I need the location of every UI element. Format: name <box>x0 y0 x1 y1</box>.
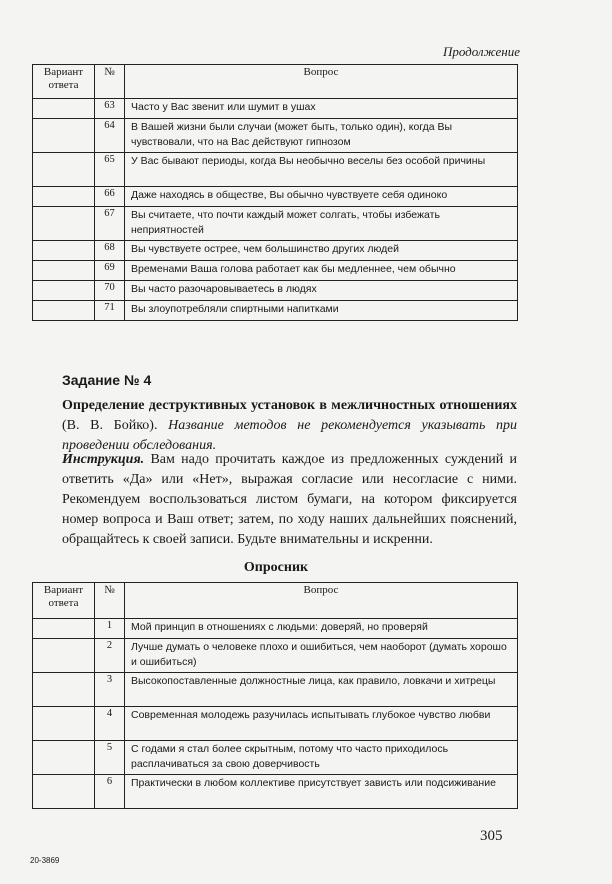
column-header-question: Вопрос <box>125 583 518 619</box>
page-number: 305 <box>480 828 503 844</box>
answer-cell <box>33 281 95 301</box>
answer-cell <box>33 741 95 775</box>
table-row <box>33 187 518 207</box>
question-number: 68 <box>95 241 125 261</box>
table-row <box>33 707 518 741</box>
question-number: 70 <box>95 281 125 301</box>
answer-cell <box>33 301 95 321</box>
question-text: Вы часто разочаровываетесь в людях <box>125 281 518 301</box>
table-row <box>33 281 518 301</box>
question-text: Вы считаете, что почти каждый может солгать, чтобы избежать неприятностей <box>125 207 518 241</box>
method-note: Название методов не рекомендуется указывать при проведении обследования. <box>62 418 517 453</box>
question-number: 65 <box>95 153 125 187</box>
question-text: Даже находясь в обществе, Вы обычно чувствуете себя одиноко <box>125 187 518 207</box>
questionnaire-title: Опросник <box>243 560 309 575</box>
answer-cell <box>33 619 95 639</box>
table-row <box>33 207 518 241</box>
table-row <box>33 99 518 119</box>
instruction-paragraph <box>62 450 517 550</box>
question-number: 6 <box>95 775 125 809</box>
table-row <box>33 619 518 639</box>
question-text: У Вас бывают периоды, когда Вы необычно веселы без особой причины <box>125 153 518 187</box>
table-row <box>33 153 518 187</box>
column-header-question: Вопрос <box>125 65 518 99</box>
answer-cell <box>33 775 95 809</box>
print-code: 20-3869 <box>30 856 60 865</box>
question-number: 4 <box>95 707 125 741</box>
table-row <box>33 775 518 809</box>
question-text: Мой принцип в отношениях с людьми: доверяй, но проверяй <box>125 619 518 639</box>
answer-cell <box>33 241 95 261</box>
question-text: Вы чувствуете острее, чем большинство других людей <box>125 241 518 261</box>
question-text: Высокопоставленные должностные лица, как правило, ловкачи и хитрецы <box>125 673 518 707</box>
column-header-number: № <box>95 583 125 619</box>
column-header-number: № <box>95 65 125 99</box>
questionnaire-table-continued <box>32 64 518 321</box>
answer-cell <box>33 99 95 119</box>
question-number: 5 <box>95 741 125 775</box>
question-number: 71 <box>95 301 125 321</box>
column-header-answer: Вариант ответа <box>33 65 95 99</box>
answer-cell <box>33 639 95 673</box>
question-number: 66 <box>95 187 125 207</box>
table-row <box>33 673 518 707</box>
questionnaire-table <box>32 582 518 809</box>
question-text: Временами Ваша голова работает как бы медленнее, чем обычно <box>125 261 518 281</box>
answer-cell <box>33 153 95 187</box>
question-number: 69 <box>95 261 125 281</box>
question-text: С годами я стал более скрытным, потому что часто приходилось расплачиваться за свою доверчивость <box>125 741 518 775</box>
answer-cell <box>33 187 95 207</box>
instruction-label: Инструкция. <box>62 452 145 467</box>
question-number: 3 <box>95 673 125 707</box>
question-number: 1 <box>95 619 125 639</box>
question-number: 67 <box>95 207 125 241</box>
question-text: Современная молодежь разучилась испытывать глубокое чувство любви <box>125 707 518 741</box>
question-text: Лучше думать о человеке плохо и ошибиться, чем наоборот (думать хорошо и ошибиться) <box>125 639 518 673</box>
column-header-answer: Вариант ответа <box>33 583 95 619</box>
question-text: Вы злоупотребляли спиртными напитками <box>125 301 518 321</box>
instruction-text: Вам надо прочитать каждое из предложенных суждений и ответить «Да» или «Нет», выражая согласие или несогласие с ними. Рекомендуем воспользоваться листом бумаги, на котором фиксируется номер вопроса и Ваш ответ; затем, по ходу наших дальнейших пояснений, обращайтесь к своей записи. Будьте внимательны и искренни. <box>62 452 517 547</box>
question-text: Часто у Вас звенит или шумит в ушах <box>125 99 518 119</box>
continuation-label: Продолжение <box>442 44 520 59</box>
answer-cell <box>33 673 95 707</box>
question-number: 63 <box>95 99 125 119</box>
question-number: 64 <box>95 119 125 153</box>
table-row <box>33 741 518 775</box>
answer-cell <box>33 207 95 241</box>
table-row <box>33 241 518 261</box>
question-number: 2 <box>95 639 125 673</box>
answer-cell <box>33 707 95 741</box>
answer-cell <box>33 119 95 153</box>
task-heading: Задание № 4 <box>62 372 152 388</box>
table-row <box>33 119 518 153</box>
answer-cell <box>33 261 95 281</box>
method-author: (В. В. Бойко). <box>62 418 169 433</box>
question-text: Практически в любом коллективе присутствует зависть или подсиживание <box>125 775 518 809</box>
table-row <box>33 261 518 281</box>
table-row <box>33 639 518 673</box>
method-title: Определение деструктивных установок в межличностных отношениях <box>62 398 517 413</box>
question-text: В Вашей жизни были случаи (может быть, только один), когда Вы чувствовали, что на Вас действуют гипнозом <box>125 119 518 153</box>
table-row <box>33 301 518 321</box>
task-title <box>62 396 517 456</box>
